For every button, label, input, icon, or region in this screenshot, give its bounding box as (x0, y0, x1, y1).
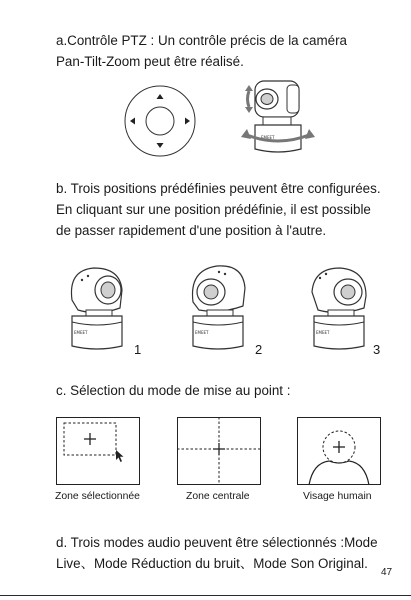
direction-pad-icon (121, 85, 199, 157)
selected-zone-icon (56, 417, 140, 485)
section-c-text (56, 380, 290, 401)
ptz-camera-icon (243, 77, 317, 161)
focus-mode-label: Zone sélectionnée (55, 491, 140, 502)
focus-mode-label: Visage humain (303, 491, 372, 502)
face-zone-icon (297, 417, 381, 485)
section-c-line: c. Sélection du mode de mise au point : (56, 383, 291, 398)
preset-number: 1 (134, 342, 142, 357)
section-b-line: b. Trois positions prédéfinies peuvent être configurées. (56, 181, 381, 196)
svg-text:EMEET: EMEET (316, 330, 330, 335)
preset-number: 2 (255, 342, 263, 357)
svg-text:EMEET: EMEET (74, 330, 88, 335)
center-zone-icon (177, 417, 261, 485)
section-d-line: Live、Mode Réduction du bruit、Mode Son Original. (56, 556, 368, 571)
section-b-line: de passer rapidement d'une position à l'autre. (56, 223, 327, 238)
section-a-text (56, 30, 376, 72)
focus-mode-label: Zone centrale (186, 491, 250, 502)
svg-text:EMEET: EMEET (261, 135, 275, 140)
section-b-text (56, 178, 396, 241)
camera-preset-icon (185, 262, 253, 354)
section-d-text (56, 532, 386, 574)
camera-preset-icon (306, 262, 374, 354)
camera-preset-icon (64, 262, 132, 354)
section-a-line: a.Contrôle PTZ : Un contrôle précis de la caméra (56, 33, 347, 48)
section-d-line: d. Trois modes audio peuvent être sélectionnés :Mode (56, 535, 378, 550)
preset-number: 3 (373, 342, 381, 357)
page-number: 47 (381, 567, 393, 578)
section-b-line: En cliquant sur une position prédéfinie, il est possible (56, 202, 371, 217)
section-a-line: Pan-Tilt-Zoom peut être réalisé. (56, 54, 244, 69)
footer-divider (0, 595, 411, 596)
svg-text:EMEET: EMEET (195, 330, 209, 335)
